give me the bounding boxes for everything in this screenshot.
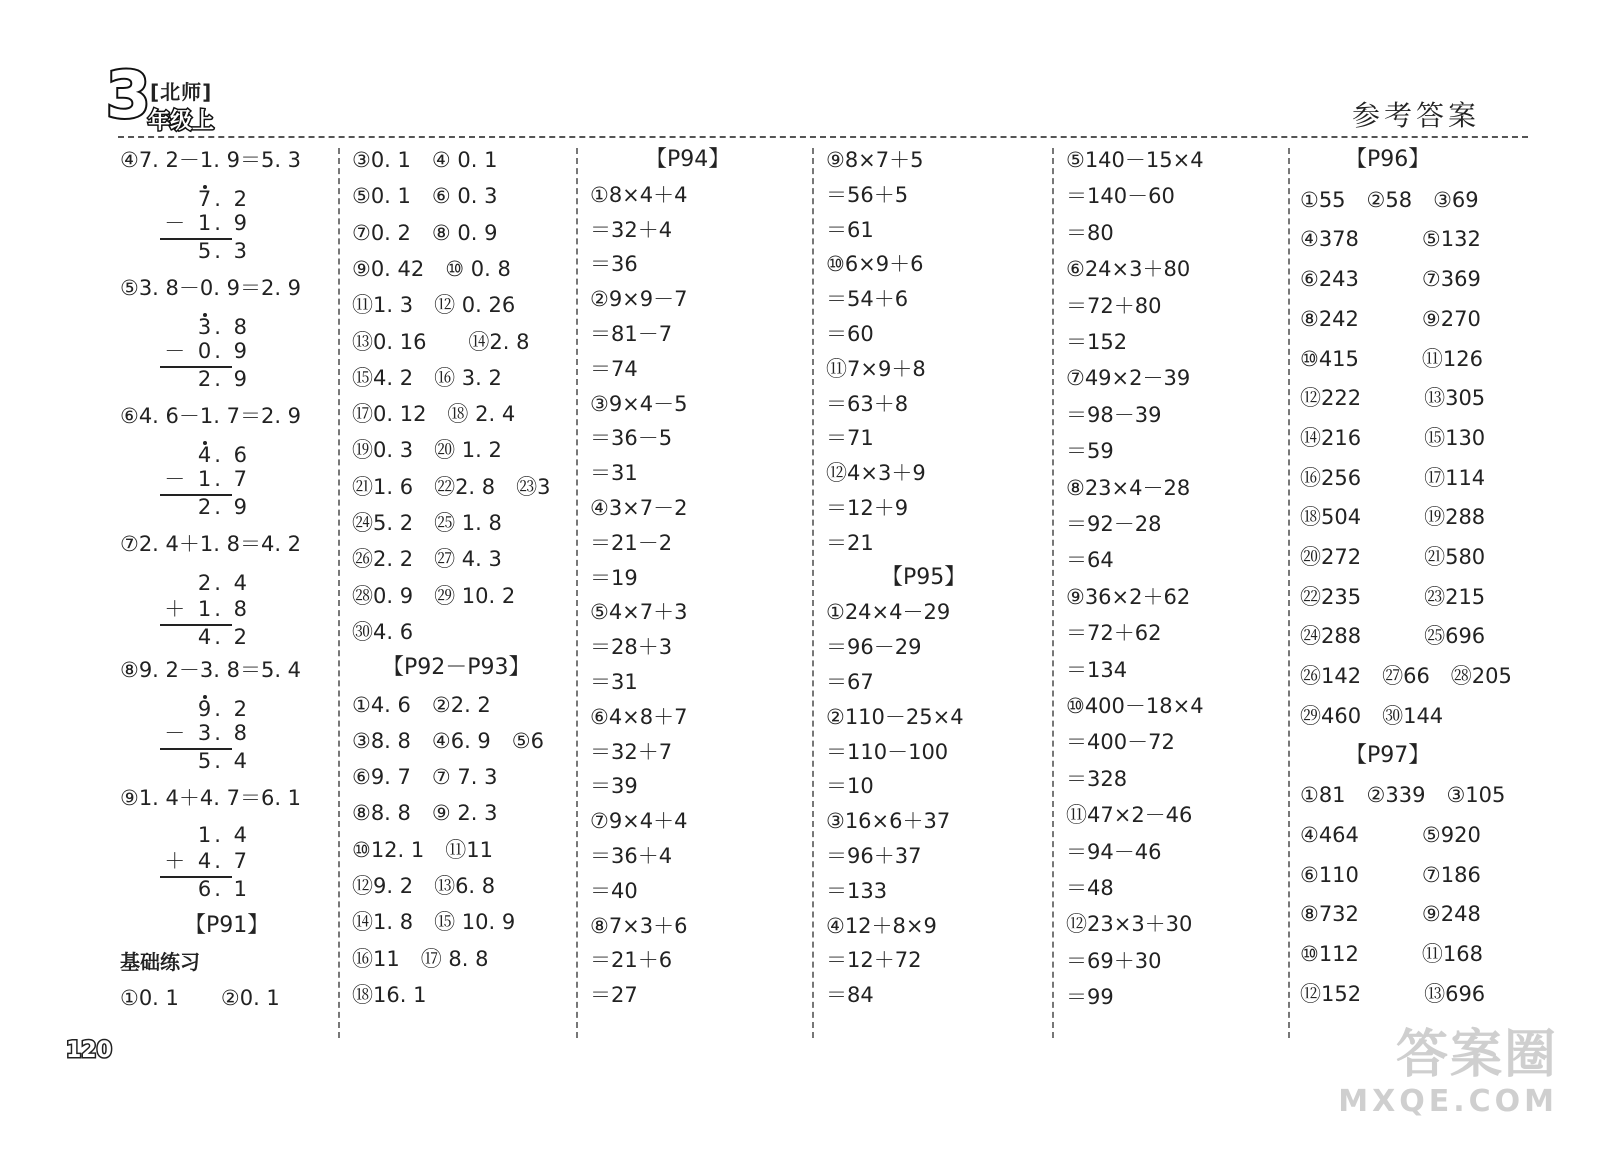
answer-column-5	[1066, 143, 1281, 1043]
vertical-calculation	[140, 311, 260, 403]
answer-line: ＝31	[590, 461, 638, 486]
answer-line: ＝94－46	[1066, 839, 1162, 864]
grade-logo	[100, 59, 240, 140]
answer-column-1	[120, 143, 330, 1043]
answer-line: ＝12＋72	[826, 948, 922, 973]
answer-line: ㉑1. 6 ㉒2. 8 ㉓3	[352, 474, 551, 499]
answer-line: ⑳272 ㉑580	[1300, 545, 1486, 569]
answer-line: ⑤140－15×4	[1066, 148, 1204, 172]
calc-result: 5. 4	[197, 749, 250, 773]
answer-line: ③16×6＋37	[826, 809, 951, 834]
column-divider	[576, 148, 578, 1038]
page-title: 参考答案	[1351, 99, 1480, 132]
answer-line: ⑩400－18×4	[1066, 694, 1204, 718]
answer-line: ㉔288 ㉕696	[1300, 624, 1486, 649]
answer-column-2	[352, 143, 567, 1043]
answer-line: ＝21	[826, 530, 874, 555]
answer-line: ＝328	[1066, 766, 1128, 791]
answer-line: ⑩415 ⑪126	[1300, 346, 1483, 371]
answer-line: ＝40	[590, 878, 638, 903]
answer-line: ①0. 1 ②0. 1	[120, 986, 280, 1010]
calc-top: 4. 6	[197, 443, 250, 467]
answer-line: ㉔5. 2 ㉕ 1. 8	[352, 511, 502, 535]
calc-operand: － 1. 7	[164, 467, 250, 491]
answer-line: ＝64	[1066, 548, 1114, 573]
equation-line: ⑧9. 2－3. 8＝5. 4	[120, 658, 302, 682]
answer-line: ⑫222 ⑬305	[1300, 386, 1486, 411]
answer-line: ⑧23×4－28	[1066, 475, 1191, 500]
answer-column-3	[590, 143, 800, 1043]
answer-line: ⑭1. 8 ⑮ 10. 9	[352, 910, 516, 935]
answer-line: ④3×7－2	[590, 496, 688, 520]
vertical-calculation	[140, 439, 260, 531]
answer-line: ①55 ②58 ③69	[1300, 187, 1479, 212]
answer-line: ⑦0. 2 ⑧ 0. 9	[352, 220, 498, 245]
answer-line: ②110－25×4	[826, 704, 964, 729]
answer-line: ⑤4×7＋3	[590, 600, 688, 625]
answer-line: ②9×9－7	[590, 287, 688, 312]
answer-line: ⑫152 ⑬696	[1300, 981, 1486, 1006]
answer-line: ㉚4. 6	[352, 619, 414, 644]
equation-line: ⑦2. 4＋1. 8＝4. 2	[120, 532, 302, 556]
answer-line: ＝36－5	[590, 426, 673, 451]
column-divider	[338, 148, 340, 1038]
answer-line: ＝63＋8	[826, 391, 909, 416]
answer-line: ⑬0. 16 ⑭2. 8	[352, 329, 530, 354]
answer-line: ＝56＋5	[826, 182, 909, 207]
answer-line: ㉘0. 9 ㉙ 10. 2	[352, 583, 516, 608]
watermark-text: 答案圈	[1395, 1025, 1558, 1085]
column-divider	[1052, 148, 1054, 1038]
calc-top: 1. 4	[197, 823, 250, 847]
answer-line: ＝27	[590, 983, 638, 1008]
answer-column-6	[1300, 143, 1512, 1043]
answer-line: ＝96＋37	[826, 844, 922, 868]
answer-line: ＝28＋3	[590, 635, 673, 660]
answer-line: ⑰0. 12 ⑱ 2. 4	[352, 402, 516, 427]
vertical-calculation	[140, 183, 260, 275]
header-divider	[118, 136, 1528, 138]
answer-line: ＝96－29	[826, 635, 922, 660]
answer-line: ⑦9×4＋4	[590, 809, 688, 834]
column-divider	[1288, 148, 1290, 1038]
calc-result: 6. 1	[197, 877, 250, 901]
answer-line: ⑩12. 1 ⑪11	[352, 837, 493, 862]
answer-line: ⑤0. 1 ⑥ 0. 3	[352, 184, 498, 209]
section-heading: 【P96】	[1345, 147, 1431, 172]
answer-line: ㉙460 ㉚144	[1300, 703, 1444, 728]
answer-line: ＝80	[1066, 220, 1114, 245]
answer-line: ＝61	[826, 217, 874, 242]
answer-line: ③0. 1 ④ 0. 1	[352, 148, 498, 172]
answer-line: ＝12＋9	[826, 496, 909, 520]
answer-line: ④12＋8×9	[826, 913, 937, 938]
answer-line: ⑪1. 3 ⑫ 0. 26	[352, 293, 516, 318]
answer-line: ⑩112 ⑪168	[1300, 942, 1483, 966]
equation-line: ⑤3. 8－0. 9＝2. 9	[120, 276, 302, 300]
answer-line: ＝36	[590, 252, 638, 277]
calc-result: 2. 9	[197, 495, 250, 519]
answer-line: ⑦49×2－39	[1066, 366, 1191, 391]
answer-line: ＝72＋62	[1066, 621, 1162, 646]
answer-line: ＝31	[590, 670, 638, 694]
answer-line: ＝54＋6	[826, 287, 909, 312]
answer-line: ④378 ⑤132	[1300, 227, 1481, 252]
vertical-calculation	[140, 693, 260, 785]
answer-line: ④464 ⑤920	[1300, 822, 1481, 847]
answer-line: ⑲0. 3 ⑳ 1. 2	[352, 438, 502, 463]
calc-top: 3. 8	[197, 315, 250, 339]
answer-line: ＝48	[1066, 876, 1114, 900]
answer-line: ⑥9. 7 ⑦ 7. 3	[352, 765, 498, 790]
calc-operand: － 1. 9	[164, 211, 250, 235]
watermark-url: MXQE.COM	[1338, 1084, 1558, 1119]
answer-line: ＝32＋4	[590, 217, 673, 242]
answer-line: ⑱16. 1	[352, 982, 427, 1007]
answer-line: ⑥24×3＋80	[1066, 257, 1191, 282]
section-heading: 【P94】	[645, 147, 731, 172]
answer-line: ＝21－2	[590, 530, 673, 555]
calc-operand: － 0. 9	[164, 339, 250, 363]
calc-operand: ＋ 1. 8	[164, 597, 250, 621]
equation-line: ⑥4. 6－1. 7＝2. 9	[120, 404, 302, 428]
answer-line: ＝74	[590, 356, 638, 381]
answer-line: ⑫9. 2 ⑬6. 8	[352, 874, 496, 898]
answer-line: ＝134	[1066, 657, 1128, 682]
calc-result: 2. 9	[197, 367, 250, 391]
answer-line: ③9×4－5	[590, 391, 688, 416]
answer-line: ＝400－72	[1066, 730, 1175, 755]
answer-line: ＝72＋80	[1066, 293, 1162, 318]
answer-line: ＝98－39	[1066, 402, 1162, 427]
section-heading: 【P91】	[184, 913, 270, 938]
answer-line: ＝152	[1066, 330, 1128, 354]
answer-line: ＝92－28	[1066, 512, 1162, 536]
answer-line: ⑪7×9＋8	[826, 356, 926, 381]
answer-column-4	[826, 143, 1041, 1043]
answer-line: ⑨8×7＋5	[826, 148, 924, 172]
answer-line: ①8×4＋4	[590, 182, 688, 207]
answer-line: ＝133	[826, 878, 888, 903]
answer-line: ⑭216 ⑮130	[1300, 425, 1486, 450]
answer-line: ⑪47×2－46	[1066, 803, 1193, 828]
answer-line: ＝32＋7	[590, 739, 673, 764]
section-heading: 【P97】	[1345, 742, 1431, 768]
answer-line: ①81 ②339 ③105	[1300, 783, 1506, 808]
vertical-calculation	[140, 821, 260, 913]
column-divider	[812, 148, 814, 1038]
answer-line: ㉖2. 2 ㉗ 4. 3	[352, 547, 502, 572]
answer-line: ⑥4×8＋7	[590, 704, 688, 729]
answer-line: ⑧242 ⑨270	[1300, 306, 1481, 331]
subsection-heading: 基础练习	[120, 950, 200, 974]
site-watermark	[1338, 1025, 1558, 1119]
calc-result: 4. 2	[197, 625, 250, 649]
grade-label: 年级上	[148, 109, 215, 134]
answer-line: ①4. 6 ②2. 2	[352, 692, 491, 717]
answer-line: ＝36＋4	[590, 844, 673, 868]
answer-line: ＝140－60	[1066, 184, 1175, 209]
section-heading: 【P95】	[881, 564, 967, 590]
answer-line: ⑱504 ⑲288	[1300, 505, 1486, 530]
answer-line: ⑧7×3＋6	[590, 913, 688, 938]
answer-line: ＝21＋6	[590, 948, 673, 973]
answer-line: ⑥110 ⑦186	[1300, 862, 1481, 887]
vertical-calculation	[140, 567, 260, 659]
answer-line: ⑩6×9＋6	[826, 252, 924, 277]
answer-line: ＝60	[826, 322, 874, 346]
equation-line: ⑨1. 4＋4. 7＝6. 1	[120, 786, 302, 810]
answer-line: ＝39	[590, 774, 638, 799]
section-heading: 【P92－P93】	[382, 655, 531, 681]
answer-line: ＝67	[826, 670, 874, 694]
answer-line: ①24×4－29	[826, 600, 951, 625]
answer-line: ⑫23×3＋30	[1066, 912, 1193, 937]
answer-line: ＝59	[1066, 439, 1114, 464]
calc-operand: － 3. 8	[164, 721, 250, 745]
grade-number: 3	[106, 59, 151, 133]
answer-line: ＝10	[826, 774, 874, 799]
answer-line: ⑮4. 2 ⑯ 3. 2	[352, 365, 502, 390]
calc-top: 7. 2	[197, 187, 250, 211]
calc-result: 5. 3	[197, 239, 250, 263]
answer-line: ⑧8. 8 ⑨ 2. 3	[352, 801, 498, 826]
answer-line: ㉖142 ㉗66 ㉘205	[1300, 664, 1512, 689]
answer-line: ⑯11 ⑰ 8. 8	[352, 946, 489, 971]
answer-line: ㉒235 ㉓215	[1300, 584, 1486, 609]
answer-line: ⑯256 ⑰114	[1300, 465, 1486, 490]
answer-line: ＝110－100	[826, 739, 949, 764]
answer-line: ＝71	[826, 426, 874, 451]
answer-line: ⑫4×3＋9	[826, 461, 926, 486]
answer-line: ＝99	[1066, 985, 1114, 1010]
answer-line: ＝84	[826, 983, 874, 1008]
answer-line: ⑥243 ⑦369	[1300, 267, 1481, 292]
answer-line: ⑧732 ⑨248	[1300, 902, 1481, 927]
page-number: 120	[66, 1038, 112, 1063]
answer-line: ＝69＋30	[1066, 948, 1162, 973]
answer-line: ＝81－7	[590, 322, 673, 346]
calc-operand: ＋ 4. 7	[164, 849, 250, 873]
answer-line: ⑨0. 42 ⑩ 0. 8	[352, 256, 511, 281]
calc-top: 9. 2	[197, 697, 250, 721]
answer-line: ＝19	[590, 565, 638, 590]
publisher-label: [北师]	[150, 80, 213, 104]
equation-line: ④7. 2－1. 9＝5. 3	[120, 148, 302, 172]
answer-line: ③8. 8 ④6. 9 ⑤6	[352, 728, 544, 753]
answer-line: ⑨36×2＋62	[1066, 584, 1191, 609]
calc-top: 2. 4	[197, 571, 250, 595]
